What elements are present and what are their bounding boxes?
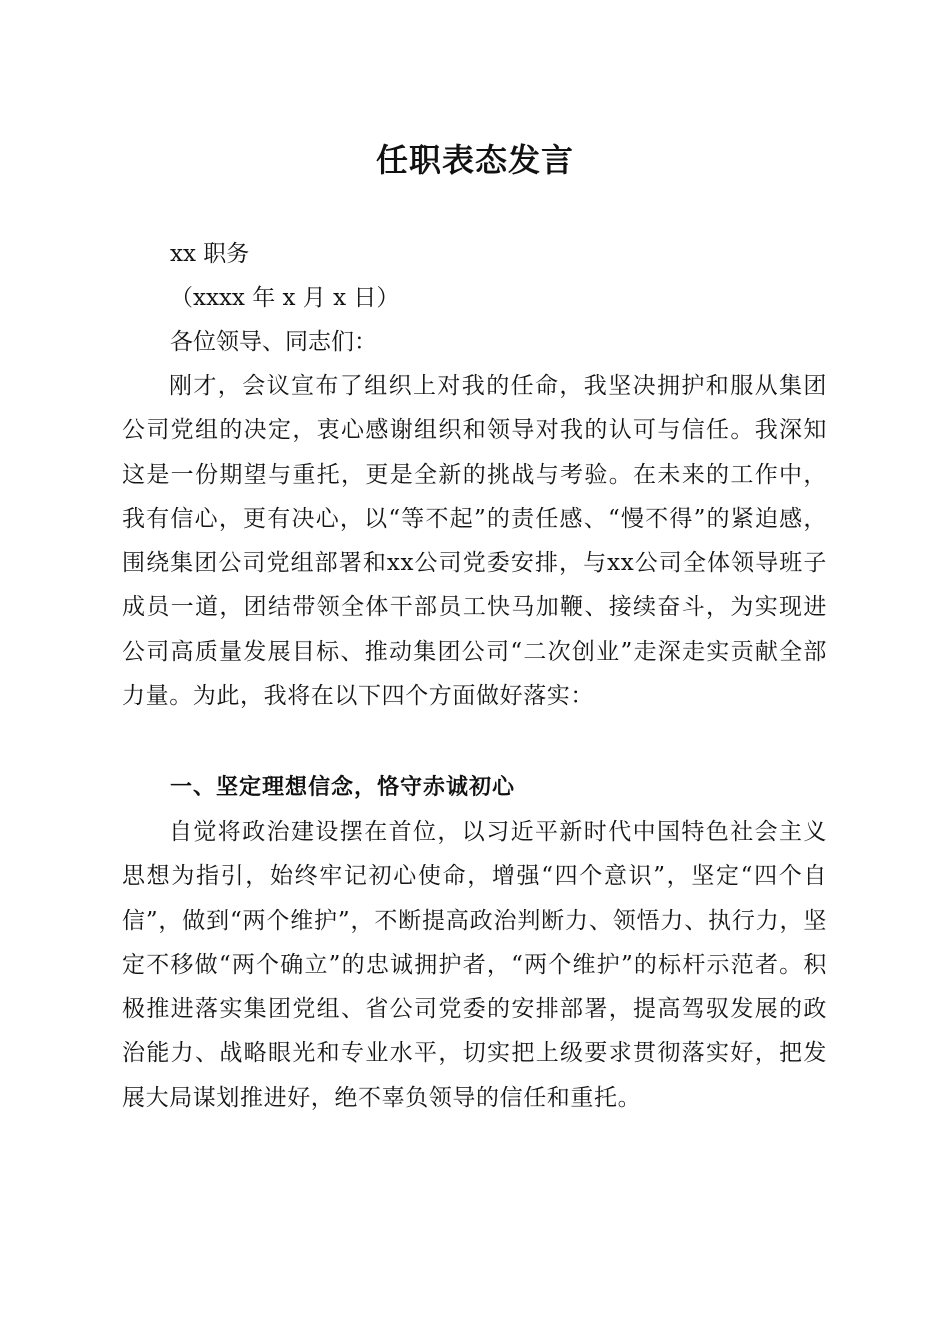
section-1-heading: 一、坚定理想信念，恪守赤诚初心 xyxy=(170,775,516,800)
body-paragraph-2: 自觉将政治建设摆在首位，以习近平新时代中国特色社会主义思想为指引，始终牢记初心使命，增强“四个意识”，坚定“四个自信”，做到“两个维护”，不断提高政治判断力、领悟力、执行力，坚定不移做“两个确立”的忠诚拥护者，“两个维护”的标杆示范者。积极推进落实集团党组、省公司党委的安排部署，提高驾驭发展的政治能力、战略眼光和专业水平，切实把上级要求贯彻落实好，把发展大局谋划推进好，绝不辜负领导的信任和重托。 xyxy=(122,819,827,1111)
position-line: xx 职务 xyxy=(170,241,250,267)
body-paragraph-1: 刚才，会议宣布了组织上对我的任命，我坚决拥护和服从集团公司党组的决定，衷心感谢组织和领导对我的认可与信任。我深知这是一份期望与重托，更是全新的挑战与考验。在未来的工作中，我有信心，更有决心，以“等不起”的责任感、“慢不得”的紧迫感，围绕集团公司党组部署和xx公司党委安排，与xx公司全体领导班子成员一道，团结带领全体干部员工快马加鞭、接续奋斗，为实现进公司高质量发展目标、推动集团公司“二次创业”走深走实贡献全部力量。为此，我将在以下四个方面做好落实： xyxy=(122,373,827,710)
greeting-line: 各位领导、同志们： xyxy=(170,329,377,355)
document-title: 任职表态发言 xyxy=(375,141,574,179)
date-line: （xxxx 年 x 月 x 日） xyxy=(170,285,400,311)
